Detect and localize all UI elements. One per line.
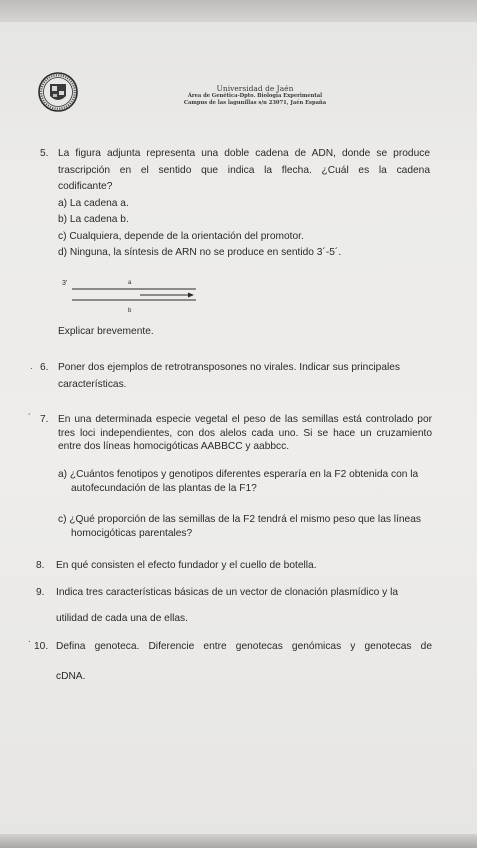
margin-mark: . (28, 634, 31, 645)
question-number: 7. (40, 414, 49, 425)
question-7c (58, 513, 432, 541)
campus-address: Campus de las lagunillas s/n 23071, Jaén España (183, 100, 327, 106)
question-text-line: codificante? (58, 181, 113, 192)
question-text-line: tres loci independientes, con dos alelos cada uno. Si se hace un cruzamiento (58, 427, 432, 439)
option-a: a) La cadena a. (58, 197, 129, 209)
dna-strands (60, 280, 200, 320)
end-label-3prime: 3' (62, 280, 68, 287)
question-number: 5. (40, 148, 49, 159)
question-text-line: utilidad de cada una de ellas. (56, 613, 188, 624)
option-b: b) La cadena b. (58, 214, 129, 225)
dna-diagram (60, 280, 200, 320)
top-shadow (0, 0, 477, 22)
option-d: d) Ninguna, la síntesis de ARN no se produce en sentido 3´-5´. (58, 247, 342, 258)
bottom-shadow (0, 834, 477, 848)
question-text-line: La figura adjunta representa una doble cadena de ADN, donde se produce (58, 148, 430, 159)
explain-text: Explicar brevemente. (58, 326, 154, 337)
subquestion-text-line: autofecundación de las plantas de la F1? (71, 483, 257, 494)
explain-instruction (58, 324, 154, 341)
question-text-line: entre dos líneas homocigóticas AABBCC y aabbcc. (58, 441, 290, 452)
question-number: 6. (40, 362, 49, 373)
question-text-line: trascripción en el sentido que indica la flecha. ¿Cuál es la cadena (58, 164, 430, 176)
direction-arrow-icon (188, 293, 194, 298)
margin-mark: . (30, 361, 33, 372)
subquestion-text-line: a) ¿Cuántos fenotipos y genotipos diferentes esperaría en la F2 obtenida con la (58, 469, 419, 480)
question-text-line: cDNA. (56, 671, 86, 682)
question-text-line: En una determinada especie vegetal el peso de las semillas está controlado por (58, 414, 432, 425)
question-number: 10. (34, 641, 49, 652)
question-text-line: características. (58, 378, 127, 390)
strand-a-label: a (128, 280, 132, 286)
question-7a (58, 468, 432, 496)
question-number: 8. (36, 560, 45, 571)
university-seal-icon (38, 72, 78, 112)
margin-mark: ´ (28, 413, 32, 424)
question-text-line: Defina genoteca. Diferencie entre genotecas genómicas y genotecas de (56, 641, 432, 652)
university-header (140, 84, 370, 107)
subquestion-text-line: homocigóticas parentales? (71, 528, 193, 539)
subquestion-text-line: c) ¿Qué proporción de las semillas de la F2 tendrá el mismo peso que las líneas (58, 514, 421, 525)
question-text-line: Poner dos ejemplos de retrotransposones no virales. Indicar sus principales (58, 362, 401, 373)
department-name: Área de Genética-Dpto. Biología Experimental (187, 93, 323, 99)
question-text-line: Indica tres características básicas de un vector de clonación plasmídico y la (56, 587, 399, 598)
strand-b-label: b (128, 308, 132, 314)
option-c: c) Cualquiera, depende de la orientación del promotor. (58, 230, 304, 242)
university-name: Universidad de Jaén (216, 84, 294, 93)
question-text-line: En qué consisten el efecto fundador y el cuello de botella. (56, 560, 317, 571)
question-number: 9. (36, 587, 45, 598)
